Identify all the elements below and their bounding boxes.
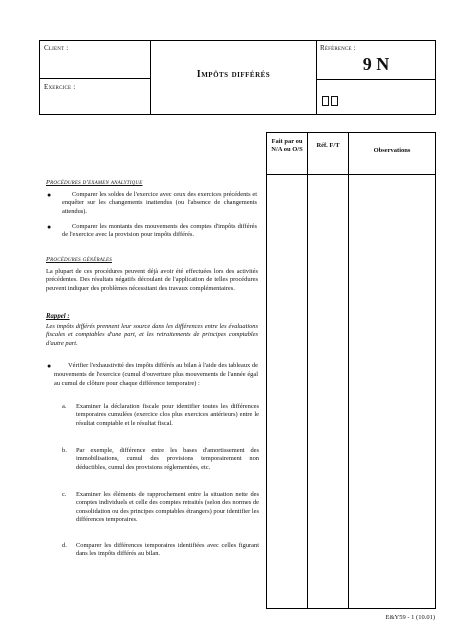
section-title-analytique: Procédures d'examen analytique <box>46 179 143 186</box>
table-bottom-border <box>266 608 436 609</box>
bullet-icon: ● <box>47 191 52 199</box>
section-title-generales: Procédures générales <box>46 256 112 263</box>
page-title: Impôts différés <box>196 69 271 80</box>
analytique-item-1: Comparer les soldes de l'exercice avec ceux des exercices précédents et enquêter sur les changements inattendus (ou l'absence de changements attendus). <box>62 191 257 215</box>
table-top-border <box>266 132 436 133</box>
header-bottom-border <box>39 114 436 115</box>
sub-item-letter-b: b. <box>62 447 67 454</box>
header-divider-right <box>316 40 317 115</box>
reference-box-icon <box>331 96 338 106</box>
verify-text: Vérifier l'exhaustivité des impôts différés au bilan à l'aide des tableaux de mouvements de l'exercice (cumul d'ouverture plus mouvements de l'année égal au cumul de clôture pour chaque différence temporaire) : <box>54 362 258 387</box>
sub-item-letter-c: c. <box>62 491 67 498</box>
table-col-1 <box>307 132 308 609</box>
sub-item-d: Comparer les différences temporaires identifiées avec celles figurant dans les impôts différés au bilan. <box>76 542 259 558</box>
client-label: Client : <box>44 44 69 52</box>
column-header-ref: Réf. F/T <box>316 142 340 149</box>
table-col-2 <box>348 132 349 609</box>
sub-item-a: Examiner la déclaration fiscale pour identifier toutes les différences temporaires cumulées (exercice clos plus exercices antérieurs) entre le résultat comptable et le résultat fiscal. <box>76 403 259 427</box>
header-right-border <box>435 40 436 115</box>
header-top-border <box>39 40 436 41</box>
sub-item-letter-a: a. <box>62 403 67 410</box>
bullet-icon: ● <box>47 223 52 231</box>
sub-item-c: Examiner les éléments de rapprochement entre la situation nette des comptes individuels et celle des comptes retraités (selon des normes de consolidation ou des principes comptables étrangers) pour identifier les différences temporaires. <box>76 491 259 524</box>
reference-code: 9 N <box>362 54 390 74</box>
reference-box-icon <box>322 96 329 106</box>
sub-item-b: Par exemple, différence entre les bases d'amortissement des immobilisations, cumul des provisions temporairement non déductibles, cumul des provisions réglementées, etc. <box>76 447 259 471</box>
exercice-label: Exercice : <box>44 83 76 91</box>
table-col-left <box>266 132 267 609</box>
reference-boxes <box>322 93 340 111</box>
analytique-item-2: Comparer les montants des mouvements des comptes d'impôts différés de l'exercice avec la provision pour impôts différés. <box>62 223 257 239</box>
rappel-title: Rappel : <box>46 313 70 320</box>
bullet-icon: ● <box>47 362 52 370</box>
table-col-right <box>435 132 436 609</box>
header-ref-divider <box>316 79 436 80</box>
rappel-text: Les impôts différés prennent leur source dans les différences entre les évaluations fiscales et comptables d'une part, et les retraitements de principes comptables d'autre part. <box>46 323 258 347</box>
table-header-bottom <box>266 174 436 175</box>
footer-code: E&Y59 - 1 (10.01) <box>385 614 435 621</box>
header-client-divider <box>39 78 151 79</box>
sub-item-letter-d: d. <box>62 542 67 549</box>
column-header-observations: Observations <box>373 147 411 154</box>
column-header-fait-par: Fait par ou N/A ou O/S <box>271 138 303 153</box>
generales-text: La plupart de ces procédures peuvent déjà avoir été effectuées lors des activités précédentes. Des résultats négatifs découlant de l'application de telles procédures peuvent indiquer des problèmes nécessitant des travaux complémentaires. <box>46 268 258 292</box>
reference-label: Référence : <box>320 44 356 52</box>
